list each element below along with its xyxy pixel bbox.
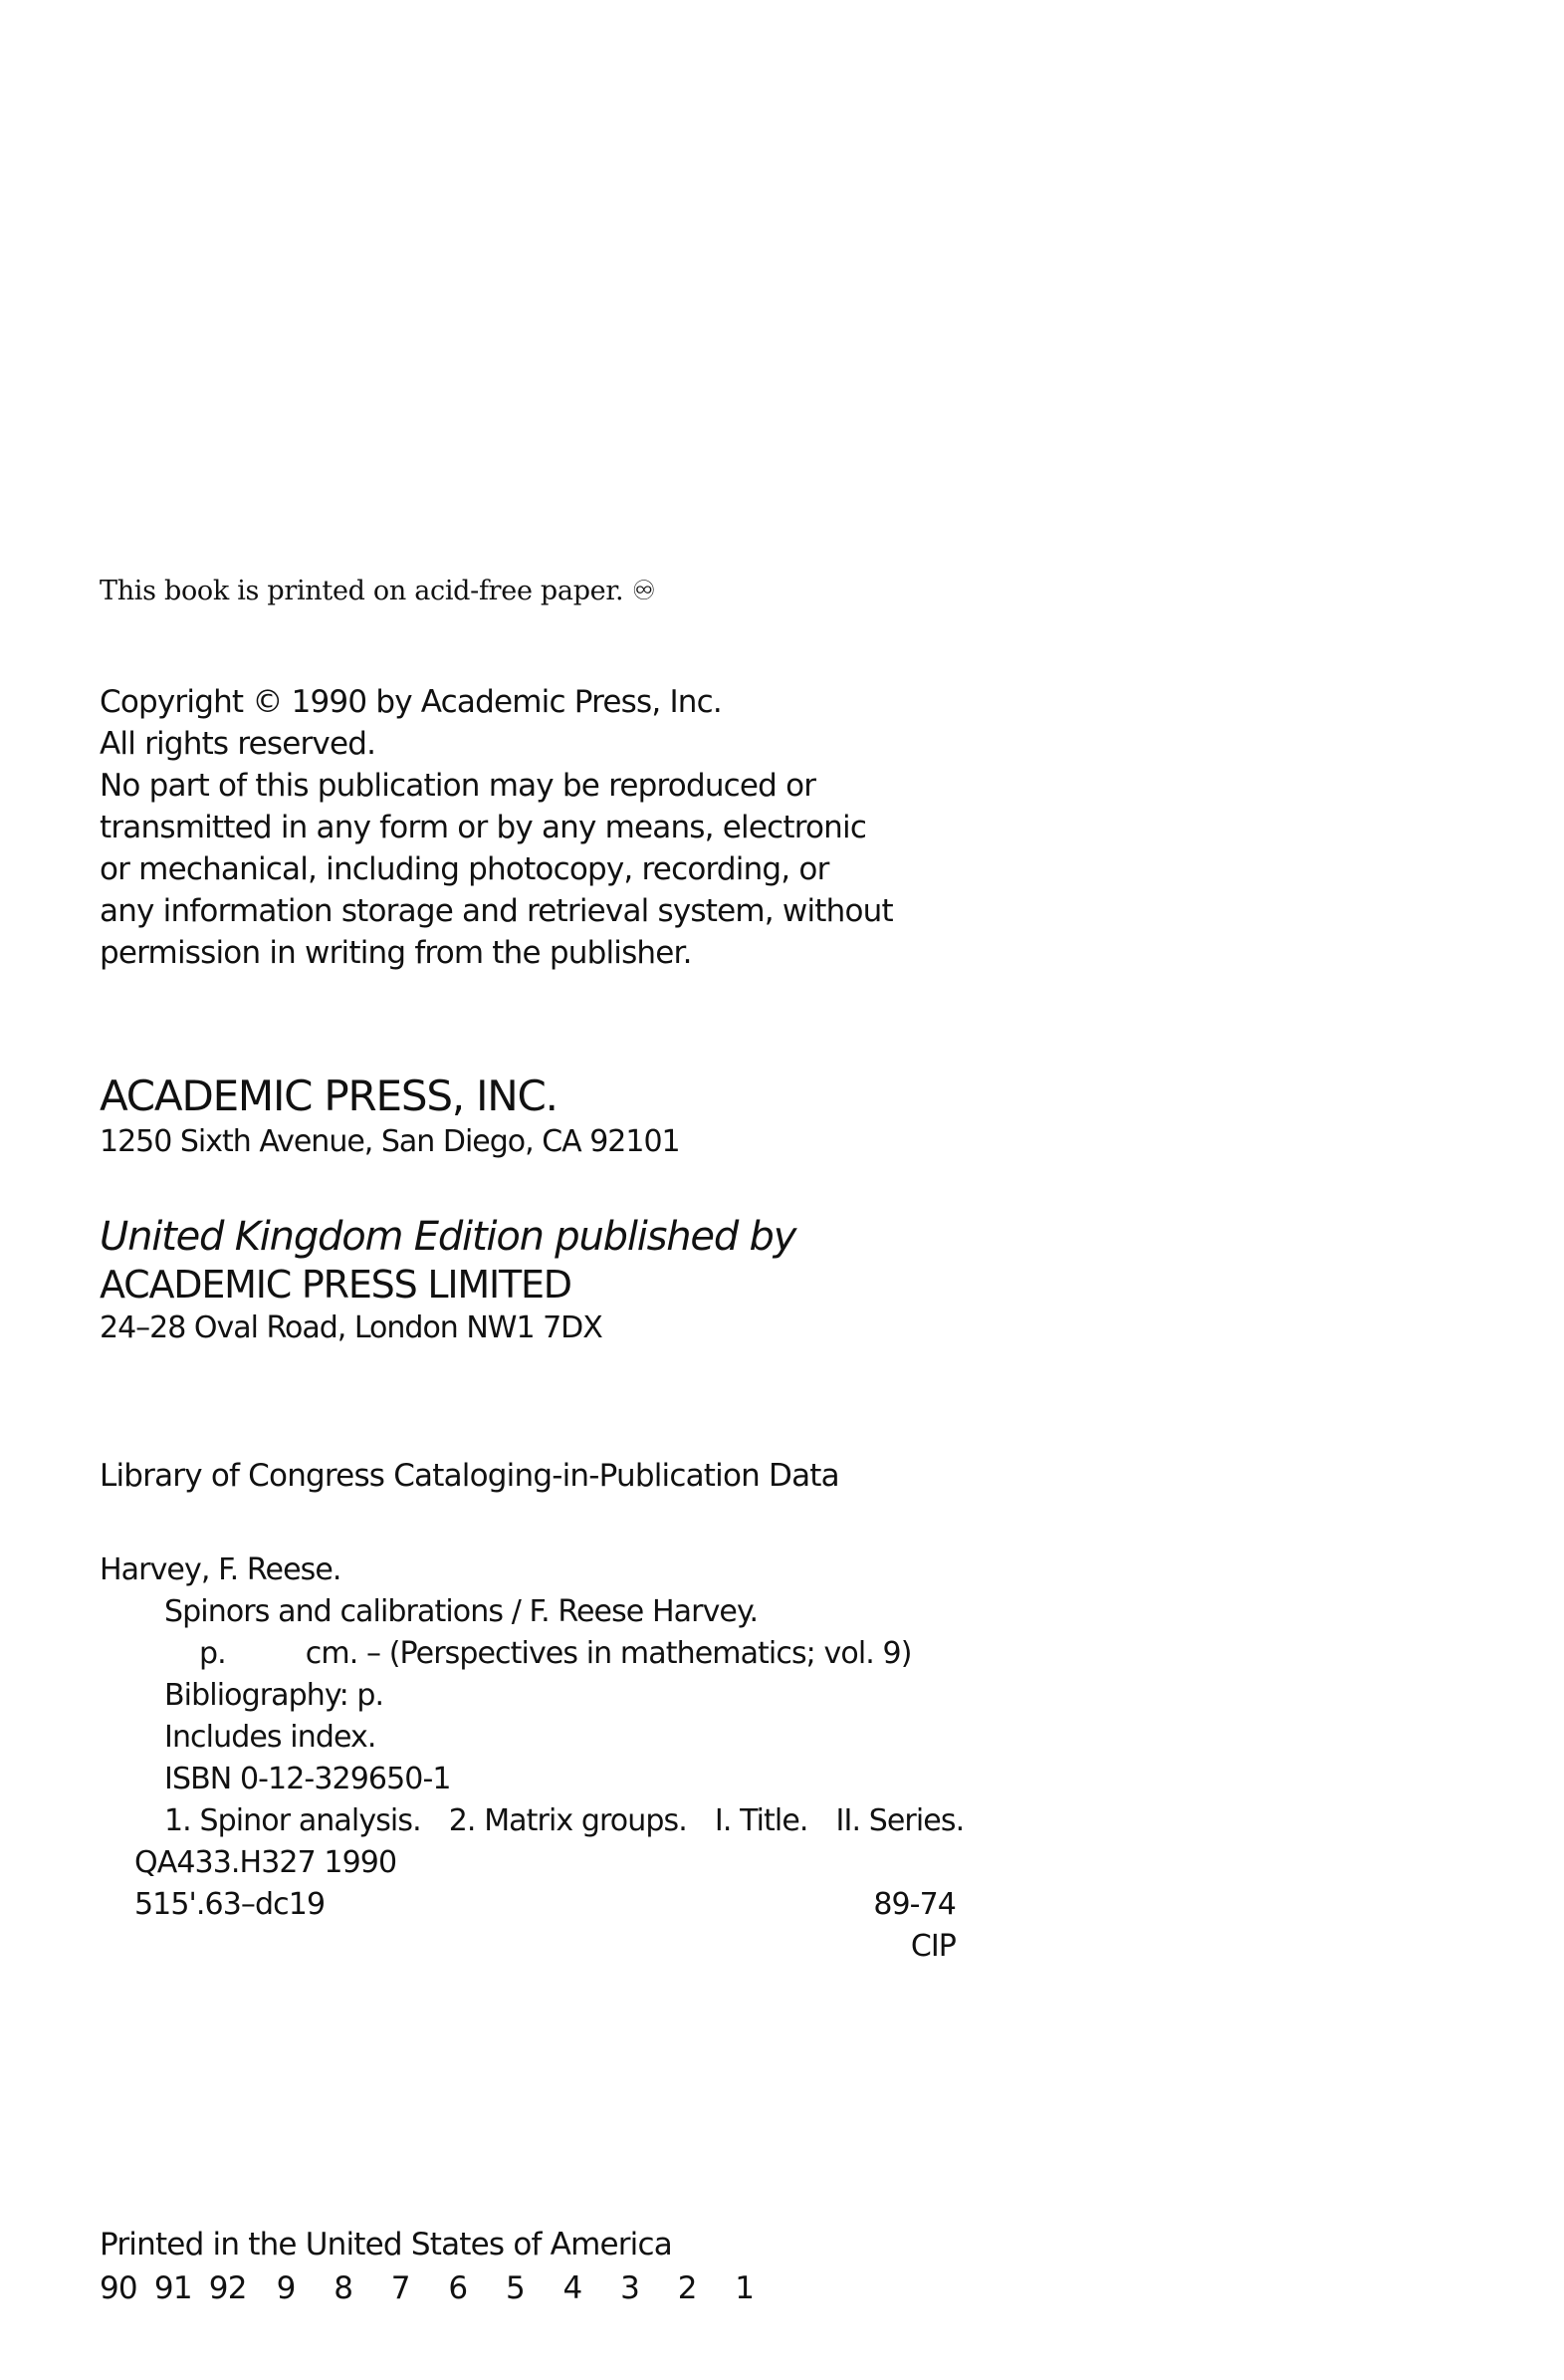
copyright-line-5: or mechanical, including photocopy, recording, or xyxy=(100,851,829,887)
cip-subject-1: 1. Spinor analysis. xyxy=(164,1803,421,1838)
cip-title xyxy=(100,1591,956,1633)
copyright-line-4: transmitted in any form or by any means, electronic xyxy=(100,810,867,845)
cip-index xyxy=(100,1717,956,1759)
copyright-line-6: any information storage and retrieval system, without xyxy=(100,893,893,929)
cip-physical-cm: cm. – (Perspectives in mathematics; vol. 9) xyxy=(305,1636,912,1671)
cip-subject-2: 2. Matrix groups. xyxy=(448,1803,687,1838)
copyright-notice xyxy=(100,681,893,974)
cip-author-text: Harvey, F. Reese. xyxy=(100,1552,341,1587)
printing-years: 90 91 92 xyxy=(100,2270,247,2306)
uk-edition-block xyxy=(100,1213,795,1348)
publisher-block xyxy=(100,1071,680,1162)
copyright-line-2: All rights reserved. xyxy=(100,726,376,762)
cip-label-row xyxy=(100,1926,956,1968)
cip-author xyxy=(100,1549,956,1591)
cip-title-text: Spinors and calibrations / F. Reese Harvey. xyxy=(164,1594,759,1629)
publisher-name: ACADEMIC PRESS, INC. xyxy=(100,1071,558,1120)
cip-lccn: 89-74 xyxy=(873,1887,956,1922)
printing-info xyxy=(100,2223,765,2310)
copyright-line-3: No part of this publication may be reproduced or xyxy=(100,768,816,804)
cip-call-number-text: QA433.H327 1990 xyxy=(134,1845,397,1880)
cip-dewey-row xyxy=(100,1884,956,1926)
cip-heading xyxy=(100,1458,839,1494)
printing-sequence: 9 8 7 6 5 4 3 2 1 xyxy=(276,2270,765,2306)
cip-bibliography xyxy=(100,1675,956,1717)
copyright-line-7: permission in writing from the publisher. xyxy=(100,935,692,971)
cip-subject-4: II. Series. xyxy=(835,1803,965,1838)
cip-heading-text: Library of Congress Cataloging-in-Publication Data xyxy=(100,1458,839,1494)
printing-numbers xyxy=(100,2266,765,2310)
acid-free-note xyxy=(100,576,655,606)
copyright-line-1: Copyright © 1990 by Academic Press, Inc. xyxy=(100,684,722,720)
cip-bibliography-text: Bibliography: p. xyxy=(164,1678,384,1713)
cip-call-number xyxy=(100,1842,956,1884)
cip-subject-3: I. Title. xyxy=(714,1803,808,1838)
cip-index-text: Includes index. xyxy=(164,1720,376,1755)
cip-isbn xyxy=(100,1759,956,1800)
cip-physical-p: p. xyxy=(199,1636,226,1671)
cip-subjects xyxy=(100,1800,965,1842)
publisher-address: 1250 Sixth Avenue, San Diego, CA 92101 xyxy=(100,1124,680,1159)
cip-physical xyxy=(100,1633,956,1675)
uk-edition-heading: United Kingdom Edition published by xyxy=(100,1214,796,1260)
uk-publisher-name: ACADEMIC PRESS LIMITED xyxy=(100,1263,571,1307)
cip-record xyxy=(100,1549,965,1968)
uk-publisher-address: 24–28 Oval Road, London NW1 7DX xyxy=(100,1310,602,1345)
cip-dewey: 515'.63–dc19 xyxy=(134,1887,326,1922)
cip-label: CIP xyxy=(910,1929,956,1964)
acid-free-text: This book is printed on acid-free paper. ♾ xyxy=(100,576,656,606)
printed-country: Printed in the United States of America xyxy=(100,2227,672,2262)
cip-isbn-text: ISBN 0-12-329650-1 xyxy=(164,1762,451,1796)
